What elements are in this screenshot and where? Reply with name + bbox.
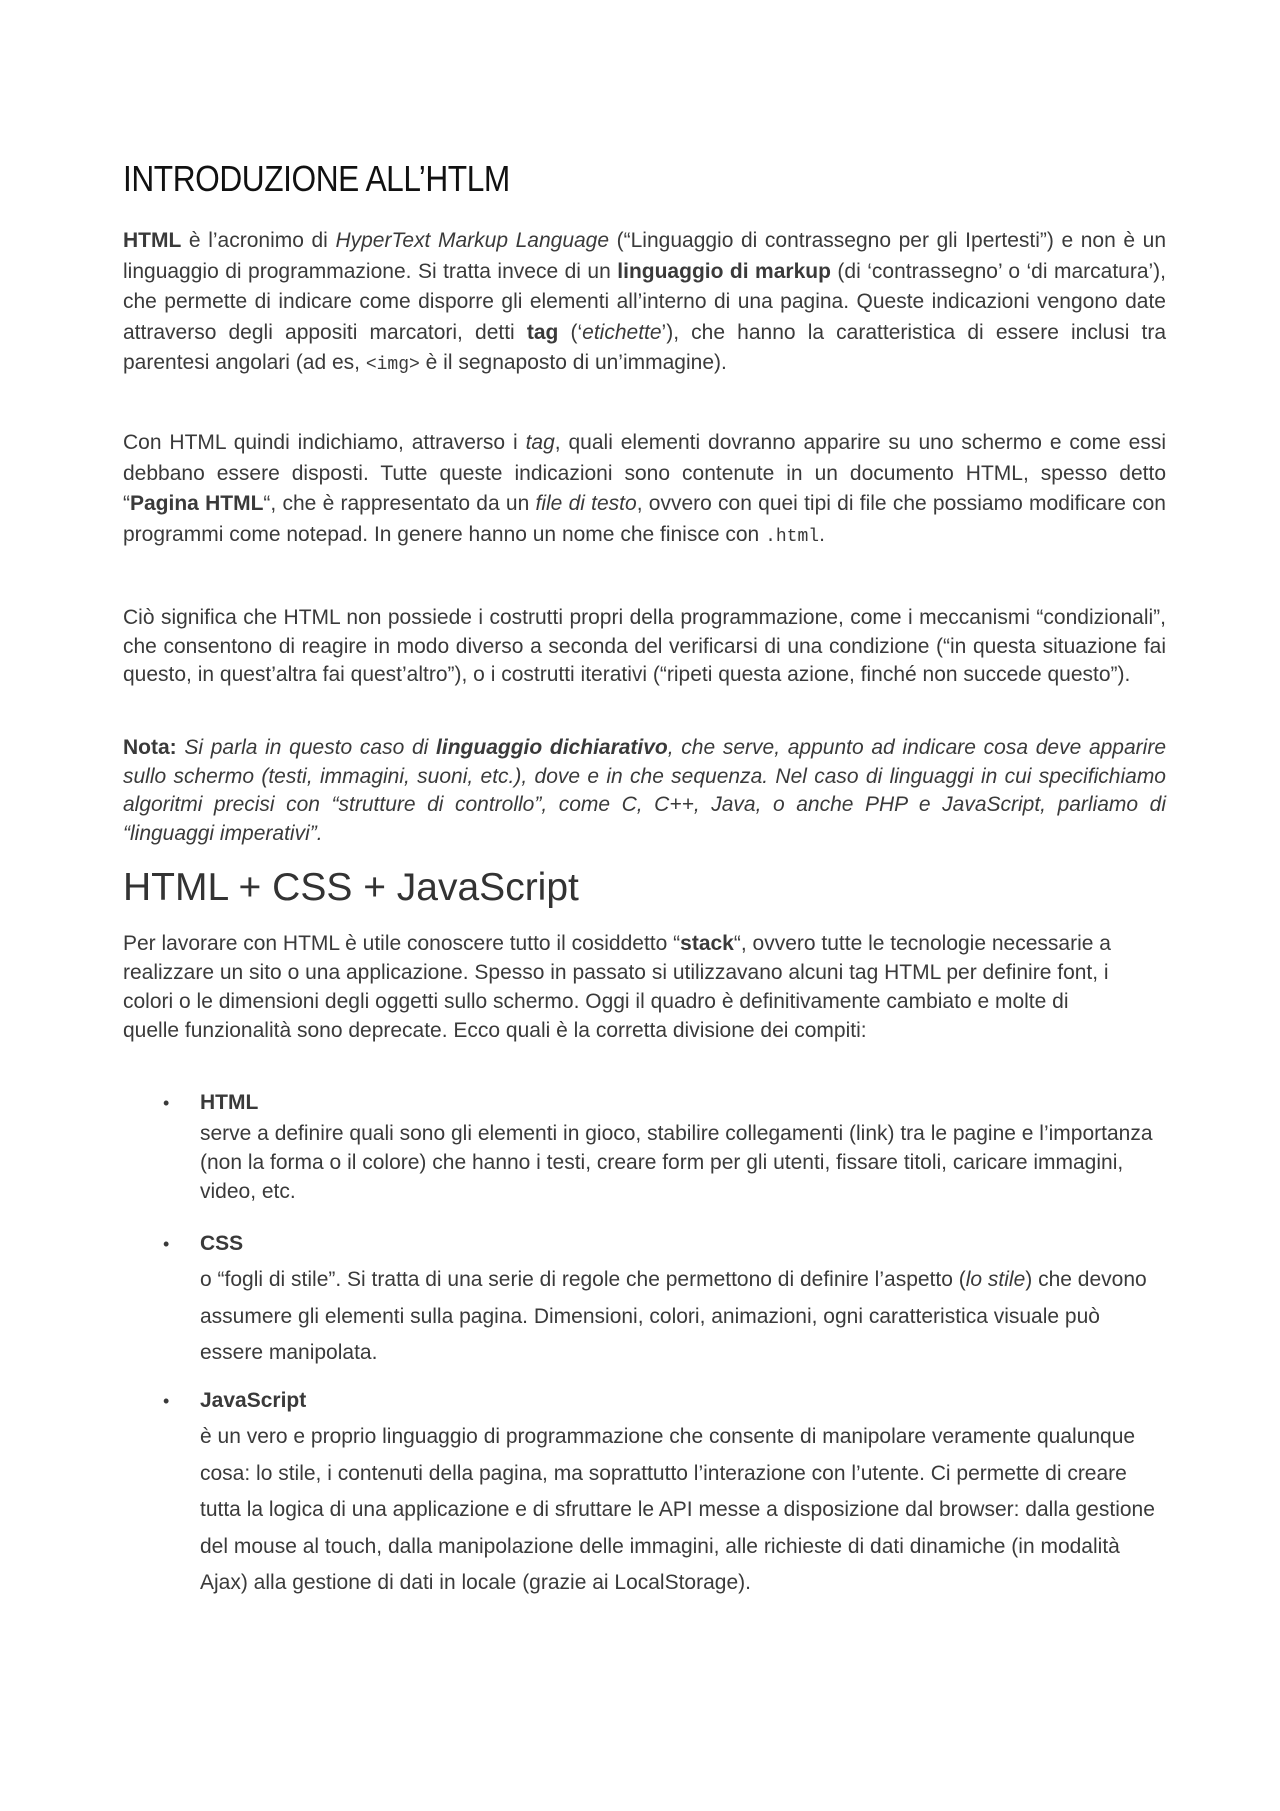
list-item-title: HTML	[200, 1091, 259, 1114]
text-run: , quali elementi dovranno apparire su uno schermo e come essi debbano essere disposti. Tutte queste indicazioni sono contenute in un documento HTML, spesso detto “	[123, 431, 1166, 515]
paragraph-html-page	[123, 428, 1166, 552]
list-item-body	[200, 1419, 1160, 1602]
list-item-title: JavaScript	[200, 1389, 307, 1412]
page-title: INTRODUZIONE ALL’HTLM	[123, 158, 510, 199]
text-run: è l’acronimo di	[181, 229, 336, 252]
text-run: è il segnaposto di un’immagine).	[419, 351, 727, 374]
text-run: Nota:	[123, 736, 177, 759]
text-run: .	[819, 522, 825, 546]
text-run: (‘	[558, 320, 583, 344]
bullet-icon: •	[163, 1391, 170, 1411]
text-run: stack	[680, 932, 734, 955]
text-run: etichette	[582, 320, 662, 344]
text-run: ’), che hanno la caratteristica di essere inclusi tra parentesi angolari (ad es,	[123, 320, 1167, 374]
bullet-icon: •	[163, 1093, 170, 1113]
text-run: Per lavorare con HTML è utile conoscere tutto il cosiddetto “	[123, 932, 681, 955]
paragraph-intro	[123, 226, 1166, 381]
list-item-title: CSS	[200, 1232, 244, 1255]
text-run: Con HTML quindi indichiamo, attraverso i	[123, 431, 526, 454]
paragraph-no-programming	[123, 604, 1166, 690]
text-run: HyperText Markup Language	[335, 229, 610, 252]
text-run: lo stile	[965, 1268, 1026, 1291]
inline-code: .html	[765, 526, 820, 547]
text-run: serve a definire quali sono gli elementi in gioco, stabilire collegamenti (link) tra le pagine e l’importanza (non la forma o il colore) che hanno i testi, creare form per gli utenti, fissare titoli, caricare immagini, video, etc.	[200, 1122, 1153, 1203]
text-run: , che serve, appunto ad indicare cosa deve apparire sullo schermo (testi, immagini, suoni, etc.), dove e in che sequenza. Nel caso di linguaggi in cui specifichiamo algoritmi precisi con “strutture di controllo”, come C, C++, Java, o anche PHP e JavaScript, parliamo di “linguaggi imperativi”.	[123, 736, 1166, 845]
bullet-icon: •	[163, 1234, 170, 1254]
inline-code: <img>	[365, 355, 420, 375]
text-run: , ovvero con quei tipi di file che possiamo modificare con programmi come notepad. In genere hanno un nome che finisce con	[123, 492, 1166, 546]
text-run: (“Linguaggio di contrassegno per gli Ipertesti”) e non è un linguaggio di programmazione. Si tratta invece di un	[123, 229, 1167, 283]
text-run: (di ‘contrassegno’ o ‘di marcatura’), che permette di indicare come disporre gli elementi all’interno di una pagina. Queste indicazioni vengono date attraverso degli appositi marcatori, detti	[123, 259, 1167, 344]
text-run: Pagina HTML	[130, 492, 264, 515]
list-item-body	[200, 1262, 1160, 1372]
text-run: ) che devono assumere gli elementi sulla pagina. Dimensioni, colori, animazioni, ogni caratteristica visuale può essere manipolata.	[200, 1268, 1147, 1364]
text-run: “, che è rappresentato da un	[263, 492, 536, 515]
text-run: HTML	[123, 229, 182, 252]
text-run: file di testo	[535, 492, 637, 515]
text-run: Si parla in questo caso di	[176, 736, 437, 759]
text-run: è un vero e proprio linguaggio di programmazione che consente di manipolare veramente qualunque cosa: lo stile, i contenuti della pagina, ma soprattutto l’interazione con l’utente. Ci permette di creare tutta la logica di una applicazione e di sfruttare le API messe a disposizione dal browser: dalla gestione del mouse al touch, dalla manipolazione delle immagini, alle richieste di dati dinamiche (in modalità Ajax) alla gestione di dati in locale (grazie ai LocalStorage).	[200, 1425, 1155, 1594]
text-run: linguaggio di markup	[617, 259, 831, 283]
text-run: tag	[526, 320, 559, 344]
section-heading: HTML + CSS + JavaScript	[123, 866, 579, 909]
text-run: tag	[525, 431, 555, 454]
list-item-body	[200, 1119, 1160, 1206]
text-run: “, ovvero tutte le tecnologie necessarie a realizzare un sito o una applicazione. Spesso in passato si utilizzavano alcuni tag HTML per definire font, i colori o le dimensioni degli oggetti sullo schermo. Oggi il quadro è definitivamente cambiato e molte di quelle funzionalità sono deprecate. Ecco quali è la corretta divisione dei compiti:	[123, 932, 1111, 1042]
text-run: linguaggio dichiarativo	[436, 736, 668, 759]
paragraph-note	[123, 734, 1166, 848]
text-run: o “fogli di stile”. Si tratta di una serie di regole che permettono di definire l’aspetto (	[200, 1268, 966, 1291]
text-run: Ciò significa che HTML non possiede i costrutti propri della programmazione, come i meccanismi “condizionali”, che consentono di reagire in modo diverso a seconda del verificarsi di una condizione (“in questa situazione fai questo, in quest’altra fai quest’altro”), o i costrutti iterativi (“ripeti questa azione, finché non succede questo”).	[123, 606, 1166, 686]
paragraph-stack	[123, 929, 1123, 1045]
